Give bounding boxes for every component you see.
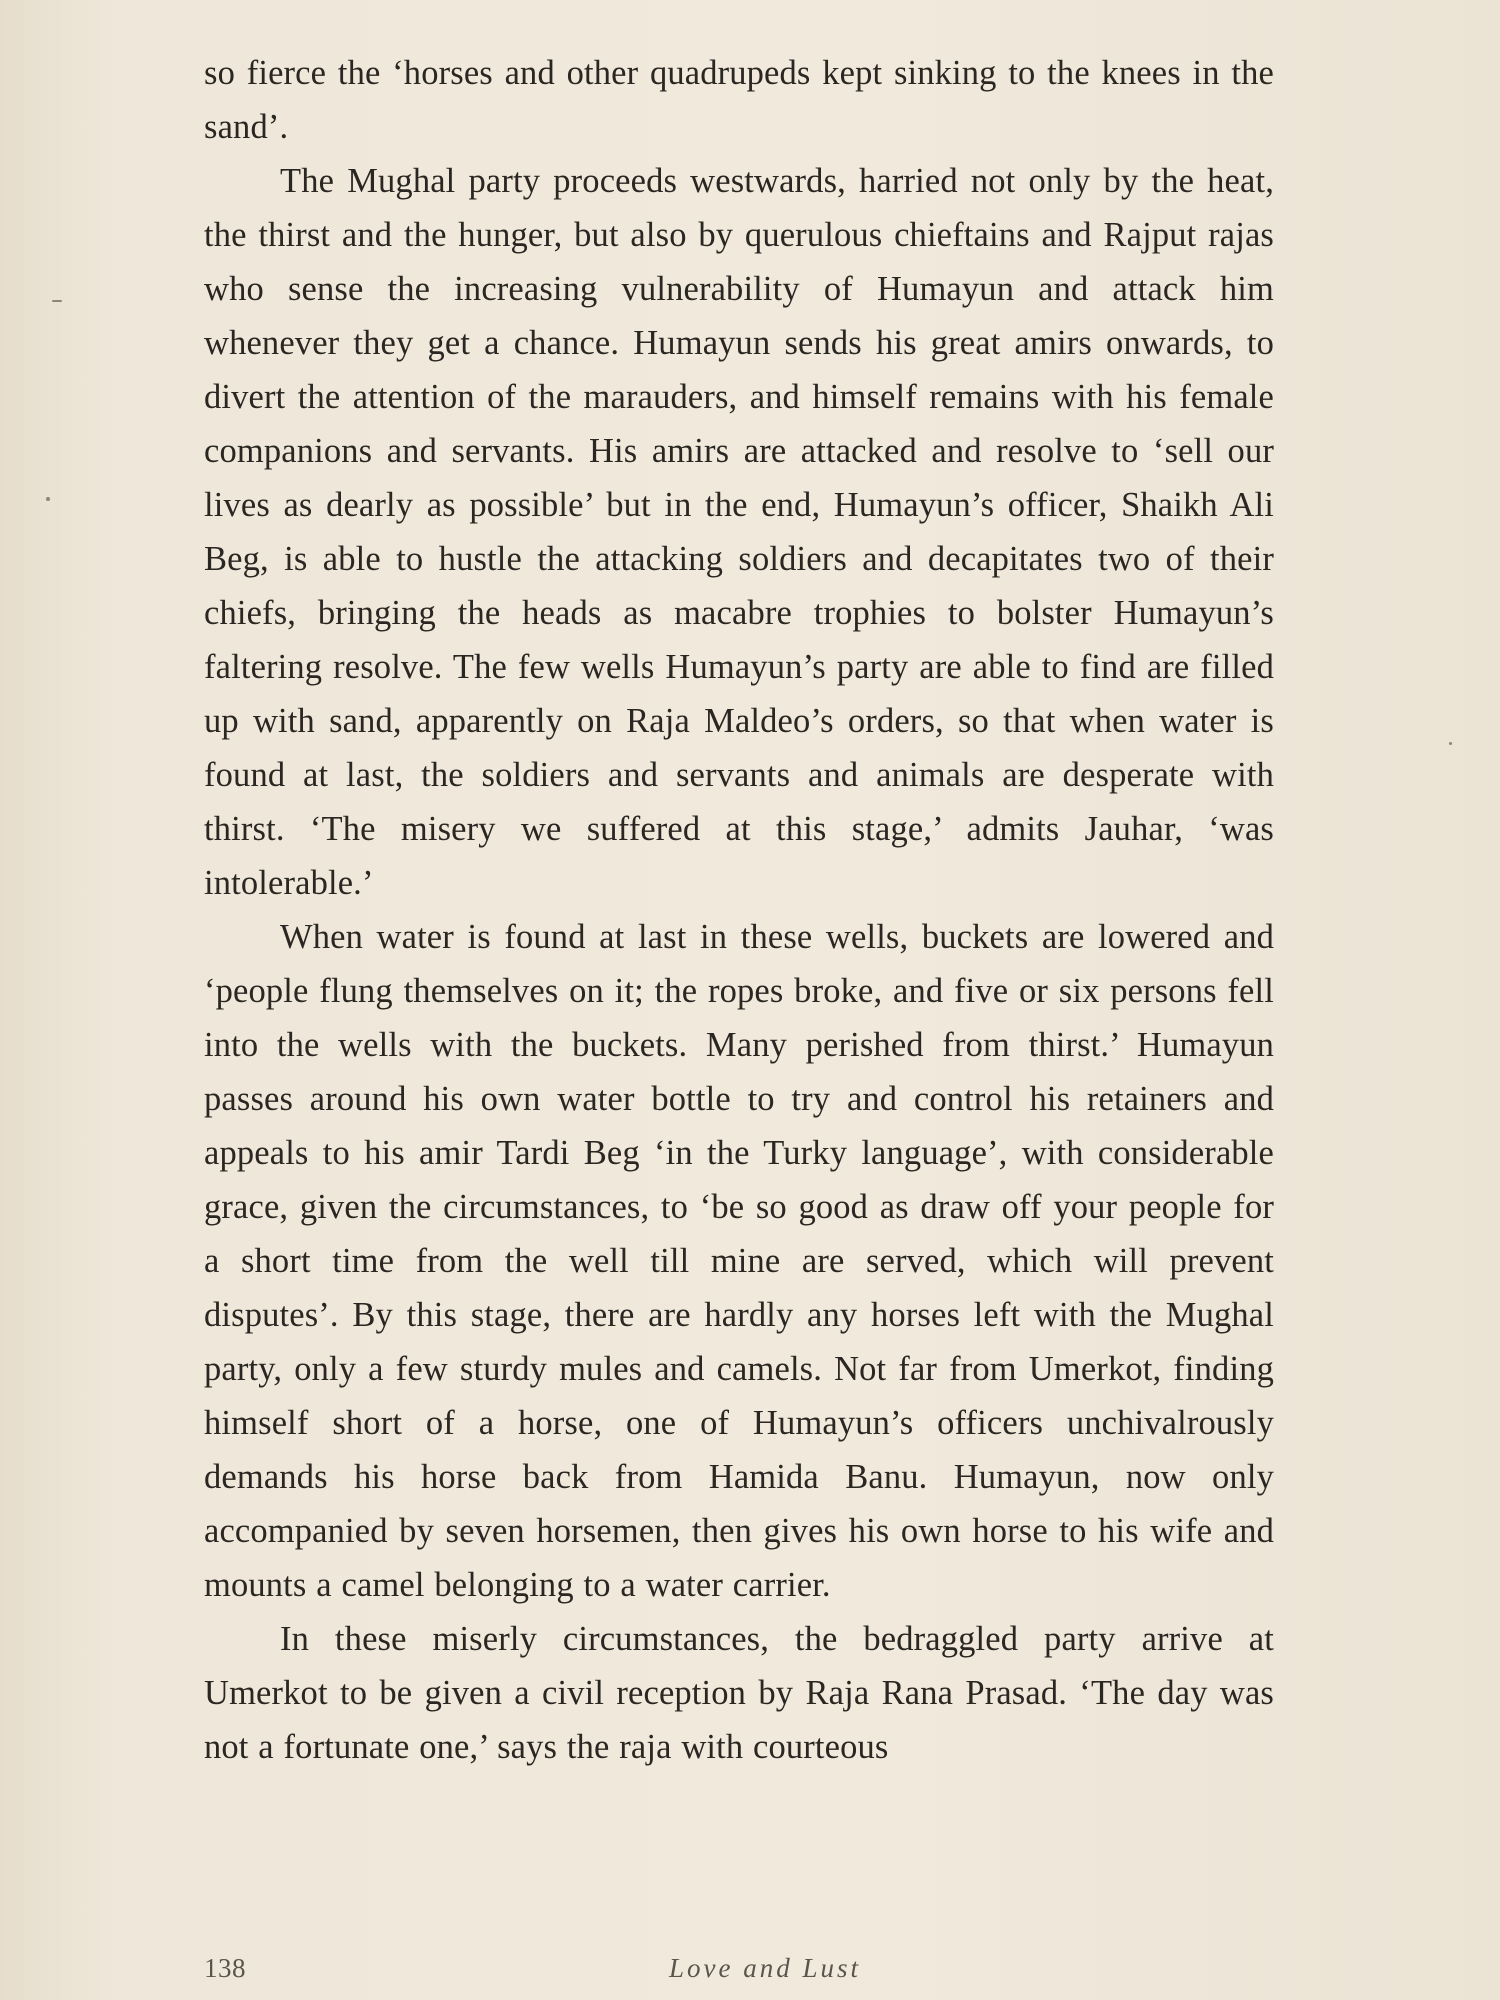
page-number: 138 bbox=[204, 1953, 246, 1983]
margin-speck bbox=[1449, 742, 1452, 745]
margin-mark bbox=[52, 300, 62, 302]
paragraph-2: The Mughal party proceeds westwards, harried not only by the heat, the thirst and the hunger, but also by querulous chieftains and Rajput rajas who sense the increasing vulnerability of Humayun and attack him whenever they get a chance. Humayun sends his great amirs onwards, to divert the attention of the marauders, and himself remains with his female companions and servants. His amirs are attacked and resolve to ‘sell our lives as dearly as possible’ but in the end, Humayun’s officer, Shaikh Ali Beg, is able to hustle the attacking soldiers and decapitates two of their chiefs, bringing the heads as macabre trophies to bolster Humayun’s faltering resolve. The few wells Humayun’s party are able to find are filled up with sand, apparently on Raja Maldeo’s orders, so that when water is found at last, the soldiers and servants and animals are desperate with thirst. ‘The misery we suffered at this stage,’ admits Jauhar, ‘was intolerable.’ bbox=[204, 162, 1274, 902]
running-title: Love and Lust bbox=[668, 1953, 861, 1983]
paragraph-4: In these miserly circumstances, the bedraggled party arrive at Umerkot to be given a civil reception by Raja Rana Prasad. ‘The day was not a fortunate one,’ says the raja with courteous bbox=[204, 1620, 1274, 1766]
paragraph-3: When water is found at last in these wells, buckets are lowered and ‘people flung themselves on it; the ropes broke, and five or six persons fell into the wells with the buckets. Many perished from thirst.’ Humayun passes around his own water bottle to try and control his retainers and appeals to his amir Tardi Beg ‘in the Turky language’, with considerable grace, given the circumstances, to ‘be so good as draw off your people for a short time from the well till mine are served, which will prevent disputes’. By this stage, there are hardly any horses left with the Mughal party, only a few sturdy mules and camels. Not far from Umerkot, finding himself short of a horse, one of Humayun’s officers unchivalrously demands his horse back from Hamida Banu. Humayun, now only accompanied by seven horsemen, then gives his own horse to his wife and mounts a camel belonging to a water carrier. bbox=[204, 918, 1274, 1604]
page-footer bbox=[0, 1953, 1500, 1989]
paragraph-1: so fierce the ‘horses and other quadrupeds kept sinking to the knees in the sand’. bbox=[204, 54, 1274, 146]
margin-speck bbox=[46, 497, 50, 501]
body-text bbox=[204, 46, 1274, 1774]
